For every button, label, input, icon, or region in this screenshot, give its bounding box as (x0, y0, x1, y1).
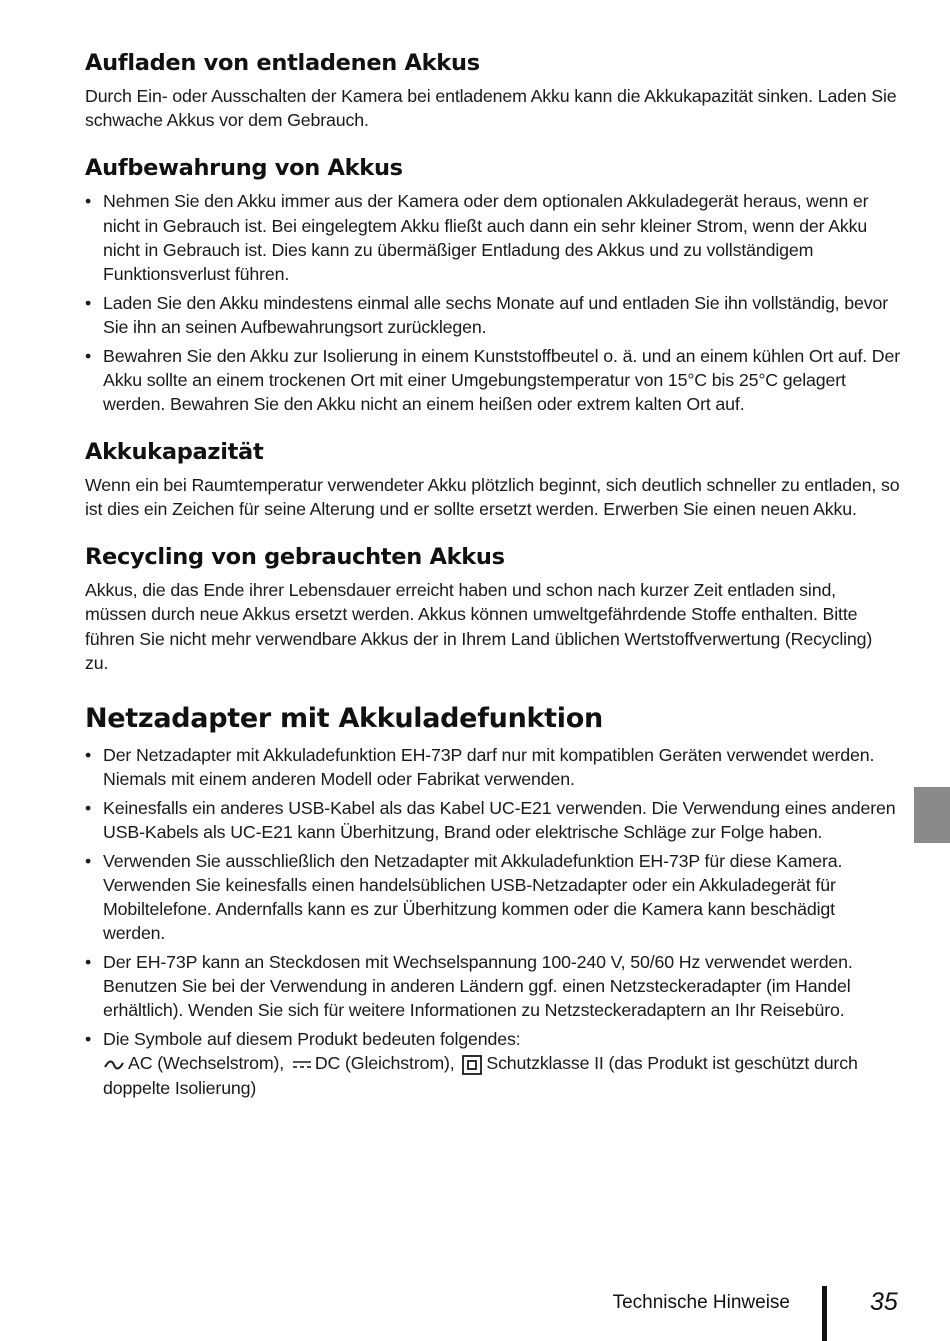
heading-aufladen: Aufladen von entladenen Akkus (85, 50, 480, 76)
footer-section-label: Technische Hinweise (612, 1292, 790, 1313)
class2-label: Schutzklasse II (das Produkt ist geschützt durch doppelte Isolierung) (103, 1053, 858, 1098)
bullet-icon: • (85, 191, 92, 212)
list-item: • Verwenden Sie ausschließlich den Netzadapter mit Akkuladefunktion EH-73P für diese Kamera. Verwenden Sie keinesfalls einen handelsüblichen USB-Netzadapter oder ein Akkuladegerät für Mobiltelefone. Andernfalls kann es zur Überhitzung kommen oder die Kamera kann beschädigt werden. (85, 850, 843, 944)
list-item: • Bewahren Sie den Akku zur Isolierung in einem Kunststoffbeutel o. ä. und an einem kühlen Ort auf. Der Akku sollte an einem trockenen Ort mit einer Umgebungstemperatur von 15°C bis 25°C gelagert werden. Bewahren Sie den Akku nicht an einem heißen oder extrem kalten Ort auf. (85, 345, 901, 415)
bullet-icon: • (85, 292, 92, 313)
double-insulation-icon (462, 1055, 482, 1075)
bullet-icon: • (85, 952, 92, 973)
ac-label: AC (Wechselstrom), (128, 1053, 285, 1074)
list-item-symbols (85, 1027, 900, 1100)
symbols-intro: Die Symbole auf diesem Produkt bedeuten folgendes: (103, 1029, 521, 1050)
heading-akkukapazitaet: Akkukapazität (85, 438, 264, 465)
footer-divider (822, 1286, 827, 1341)
list-item: • Keinesfalls ein anderes USB-Kabel als das Kabel UC-E21 verwenden. Die Verwendung eines anderen USB-Kabels als UC-E21 kann Überhitzung, Brand oder elektrische Schläge zur Folge haben. (85, 797, 896, 843)
paragraph-aufladen: Durch Ein- oder Ausschalten der Kamera bei entladenem Akku kann die Akkukapazität sinken. Laden Sie schwache Akkus vor dem Gebrauch. (85, 86, 897, 131)
heading-netzadapter: Netzadapter mit Akkuladefunktion (85, 702, 603, 734)
paragraph-akkukapazitaet: Wenn ein bei Raumtemperatur verwendeter Akku plötzlich beginnt, sich deutlich schneller zu entladen, so ist dies ein Zeichen für seine Alterung und er sollte ersetzt werden. Erwerben Sie einen neuen Akku. (85, 474, 900, 519)
bullet-icon: • (85, 850, 92, 871)
list-item: • Der EH-73P kann an Steckdosen mit Wechselspannung 100-240 V, 50/60 Hz verwendet werden. Benutzen Sie bei der Verwendung in anderen Ländern ggf. einen Netzsteckeradapter (im Handel erhältlich). Wenden Sie sich für weitere Informationen zu Netzsteckeradaptern an Ihr Reisebüro. (85, 952, 853, 1021)
bullet-icon: • (85, 744, 92, 765)
bullet-icon: • (85, 797, 92, 818)
page-content (85, 48, 900, 1104)
list-aufbewahrung (85, 189, 900, 416)
bullet-icon: • (85, 1029, 92, 1050)
list-item: • Nehmen Sie den Akku immer aus der Kamera oder dem optionalen Akkuladegerät heraus, wenn er nicht in Gebrauch ist. Bei eingelegtem Akku fließt auch dann ein sehr kleiner Strom, wenn der Akku nicht in Gebrauch ist. Dies kann zu übermäßiger Entladung des Akkus und zu vollständigem Funktionsverlust führen. (85, 191, 869, 285)
page-number: 35 (870, 1288, 898, 1316)
heading-aufbewahrung: Aufbewahrung von Akkus (85, 155, 403, 182)
heading-recycling: Recycling von gebrauchten Akkus (85, 544, 505, 571)
dc-label: DC (Gleichstrom), (314, 1053, 455, 1074)
section-tab-marker (914, 787, 950, 843)
list-item: • Laden Sie den Akku mindestens einmal alle sechs Monate auf und entladen Sie ihn vollständig, bevor Sie ihn an seinen Aufbewahrungsort zurücklegen. (85, 292, 888, 337)
ac-tilde-icon (103, 1058, 125, 1072)
list-item: • Der Netzadapter mit Akkuladefunktion EH-73P darf nur mit kompatiblen Geräten verwendet werden. Niemals mit einem anderen Modell oder Fabrikat verwenden. (85, 744, 875, 790)
dc-icon (292, 1059, 312, 1071)
bullet-icon: • (85, 345, 92, 366)
list-netzadapter (85, 743, 900, 1100)
paragraph-recycling: Akkus, die das Ende ihrer Lebensdauer erreicht haben und schon nach kurzer Zeit entladen sind, müssen durch neue Akkus ersetzt werden. Akkus können umweltgefährdende Stoffe enthalten. Bitte führen Sie nicht mehr verwendbare Akkus der in Ihrem Land üblichen Wertstoffverwertung (Recycling) zu. (85, 580, 873, 673)
